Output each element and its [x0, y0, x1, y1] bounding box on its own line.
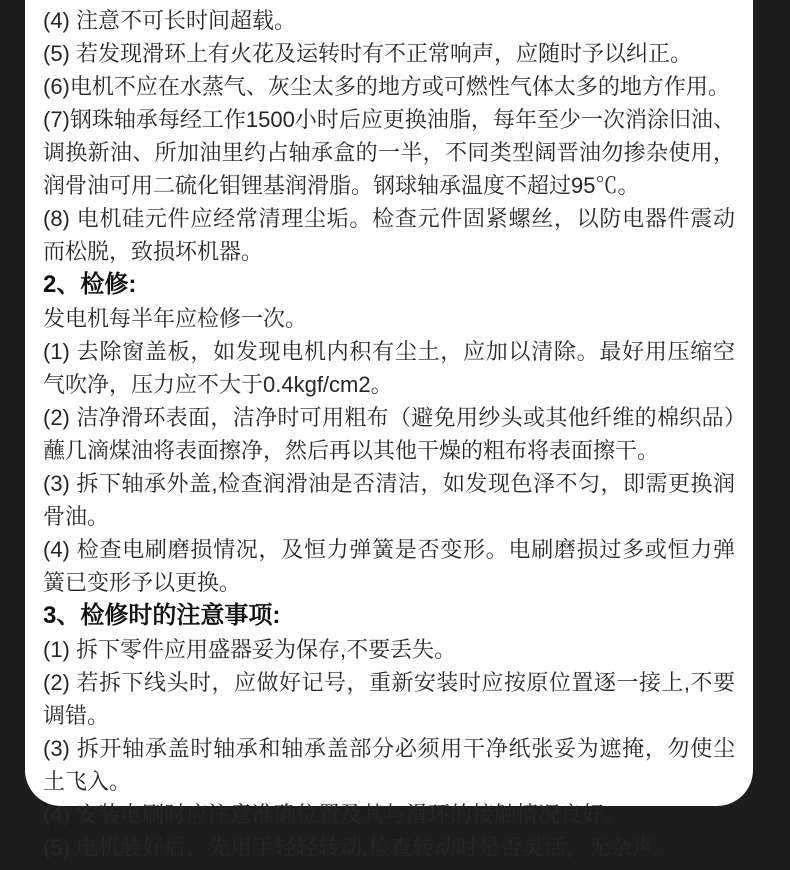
- item-1-4: (4) 注意不可长时间超载。: [43, 8, 297, 33]
- item-3-5: (5) 电机装好后，先用手轻轻转动,检查转动时是否灵活，无杂声。: [43, 835, 677, 860]
- section-heading-3: 3、检修时的注意事项:: [43, 602, 281, 629]
- item-2-3: (3) 拆下轴承外盖,检查润滑油是否清洁，如发现色泽不匀，即需更换润骨油。: [43, 471, 735, 529]
- item-1-6: (6)电机不应在水蒸气、灰尘太多的地方或可燃性气体太多的地方作用。: [43, 74, 730, 99]
- item-1-8: (8) 电机硅元件应经常清理尘垢。检查元件固紧螺丝，以防电器件震动而松脱，致损坏机器。: [43, 206, 735, 264]
- section-2-intro: 发电机每半年应检修一次。: [43, 306, 308, 331]
- item-1-5: (5) 若发现滑环上有火花及运转时有不正常响声，应随时予以纠正。: [43, 41, 693, 66]
- item-2-1: (1) 去除窗盖板，如发现电机内积有尘土，应加以清除。最好用压缩空气吹净，压力应不大于0.4kgf/cm2。: [43, 339, 735, 397]
- content-card: [25, 0, 753, 860]
- section-heading-2: 2、检修:: [43, 271, 137, 298]
- item-3-2: (2) 若拆下线头时，应做好记号，重新安装时应按原位置逐一接上,不要调错。: [43, 670, 735, 728]
- item-2-2: (2) 洁净滑环表面，洁净时可用粗布（避免用纱头或其他纤维的棉织品）蘸几滴煤油将表面擦净，然后再以其他干燥的粗布将表面擦干。: [43, 405, 735, 463]
- item-2-4: (4) 检查电刷磨损情况，及恒力弹簧是否变形。电刷磨损过多或恒力弹簧已变形予以更换。: [43, 537, 735, 595]
- item-1-7: (7)钢珠轴承每经工作1500小时后应更换油脂，每年至少一次消涂旧油、调换新油、所加油里约占轴承盒的一半，不同类型阔晋油勿掺杂使用，润骨油可用二硫化钼锂基润滑脂。钢球轴承温度不超过95℃。: [43, 107, 735, 198]
- item-3-1: (1) 拆下零件应用盛器妥为保存,不要丢失。: [43, 637, 457, 662]
- item-3-3: (3) 拆开轴承盖时轴承和轴承盖部分必须用干净纸张妥为遮掩，勿使尘土飞入。: [43, 736, 735, 794]
- item-3-4: (4) 安装电刷时应注意准确位置及其与滑环的接触情况良好。: [43, 802, 627, 827]
- document-body: [43, 4, 735, 864]
